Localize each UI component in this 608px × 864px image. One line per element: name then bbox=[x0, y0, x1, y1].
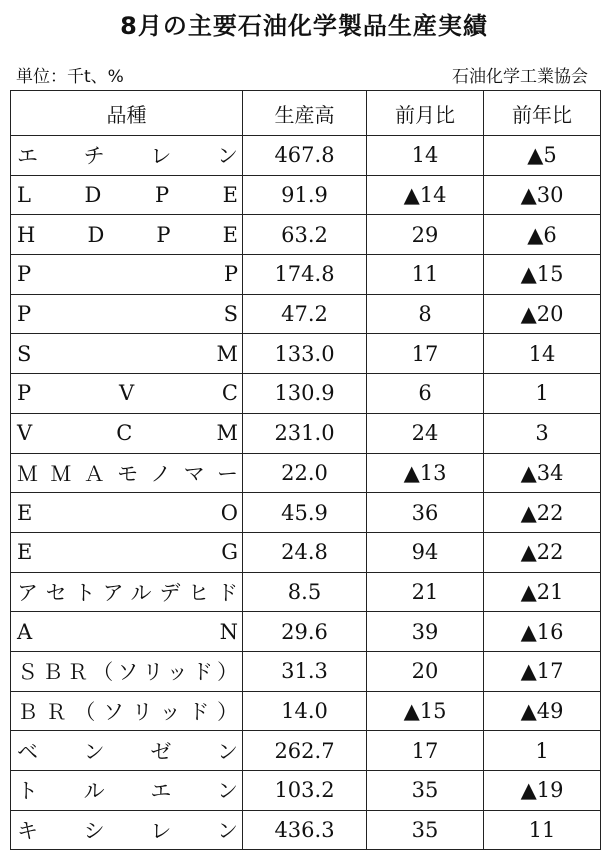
table-row bbox=[11, 612, 601, 652]
product-name-cell: E G bbox=[11, 532, 243, 572]
product-name-cell: S M bbox=[11, 334, 243, 374]
mom-cell: 21 bbox=[367, 572, 484, 612]
product-name-cell: P P bbox=[11, 255, 243, 295]
mom-cell: ▲13 bbox=[367, 453, 484, 493]
table-row bbox=[11, 175, 601, 215]
production-cell: 130.9 bbox=[243, 374, 367, 414]
yoy-cell: 14 bbox=[484, 334, 601, 374]
product-name-cell: キ シ レ ン bbox=[11, 810, 243, 850]
production-cell: 24.8 bbox=[243, 532, 367, 572]
product-name-cell: ＳＢＲ（ソリッド） bbox=[11, 651, 243, 691]
table-row bbox=[11, 731, 601, 771]
production-cell: 174.8 bbox=[243, 255, 367, 295]
production-cell: 47.2 bbox=[243, 294, 367, 334]
mom-cell: 20 bbox=[367, 651, 484, 691]
production-cell: 133.0 bbox=[243, 334, 367, 374]
production-cell: 29.6 bbox=[243, 612, 367, 652]
mom-cell: 14 bbox=[367, 136, 484, 176]
production-cell: 22.0 bbox=[243, 453, 367, 493]
mom-cell: 11 bbox=[367, 255, 484, 295]
production-cell: 231.0 bbox=[243, 413, 367, 453]
yoy-cell: 1 bbox=[484, 374, 601, 414]
header-mom: 前月比 bbox=[367, 91, 484, 136]
unit-label: 単位：千t、% bbox=[16, 67, 124, 87]
product-name-cell: ＭＭＡモノマー bbox=[11, 453, 243, 493]
table-row bbox=[11, 136, 601, 176]
production-table bbox=[10, 90, 601, 850]
product-name-cell: V C M bbox=[11, 413, 243, 453]
yoy-cell: 1 bbox=[484, 731, 601, 771]
table-row bbox=[11, 651, 601, 691]
table-row bbox=[11, 493, 601, 533]
production-cell: 63.2 bbox=[243, 215, 367, 255]
table-row bbox=[11, 532, 601, 572]
product-name-cell: ト ル エ ン bbox=[11, 771, 243, 811]
mom-cell: ▲15 bbox=[367, 691, 484, 731]
yoy-cell: ▲17 bbox=[484, 651, 601, 691]
yoy-cell: ▲6 bbox=[484, 215, 601, 255]
table-row bbox=[11, 413, 601, 453]
mom-cell: 17 bbox=[367, 731, 484, 771]
header-yoy: 前年比 bbox=[484, 91, 601, 136]
table-row bbox=[11, 771, 601, 811]
table-row bbox=[11, 255, 601, 295]
table-row bbox=[11, 374, 601, 414]
mom-cell: 35 bbox=[367, 771, 484, 811]
yoy-cell: ▲22 bbox=[484, 532, 601, 572]
product-name-cell: E O bbox=[11, 493, 243, 533]
yoy-cell: ▲34 bbox=[484, 453, 601, 493]
production-cell: 31.3 bbox=[243, 651, 367, 691]
product-name-cell: アセトアルデヒド bbox=[11, 572, 243, 612]
yoy-cell: 3 bbox=[484, 413, 601, 453]
mom-cell: 35 bbox=[367, 810, 484, 850]
mom-cell: 8 bbox=[367, 294, 484, 334]
yoy-cell: ▲20 bbox=[484, 294, 601, 334]
yoy-cell: ▲49 bbox=[484, 691, 601, 731]
mom-cell: ▲14 bbox=[367, 175, 484, 215]
table-row bbox=[11, 334, 601, 374]
production-cell: 45.9 bbox=[243, 493, 367, 533]
mom-cell: 24 bbox=[367, 413, 484, 453]
production-cell: 14.0 bbox=[243, 691, 367, 731]
product-name-cell: A N bbox=[11, 612, 243, 652]
product-name-cell: ＢＲ（ソリッド） bbox=[11, 691, 243, 731]
table-row bbox=[11, 453, 601, 493]
production-cell: 8.5 bbox=[243, 572, 367, 612]
yoy-cell: ▲19 bbox=[484, 771, 601, 811]
production-cell: 103.2 bbox=[243, 771, 367, 811]
mom-cell: 94 bbox=[367, 532, 484, 572]
production-cell: 467.8 bbox=[243, 136, 367, 176]
production-cell: 91.9 bbox=[243, 175, 367, 215]
table-row bbox=[11, 294, 601, 334]
mom-cell: 17 bbox=[367, 334, 484, 374]
mom-cell: 36 bbox=[367, 493, 484, 533]
yoy-cell: ▲5 bbox=[484, 136, 601, 176]
production-cell: 436.3 bbox=[243, 810, 367, 850]
yoy-cell: ▲22 bbox=[484, 493, 601, 533]
product-name-cell: H D P E bbox=[11, 215, 243, 255]
yoy-cell: ▲16 bbox=[484, 612, 601, 652]
header-production: 生産高 bbox=[243, 91, 367, 136]
source-label: 石油化学工業協会 bbox=[452, 67, 588, 87]
product-name-cell: P S bbox=[11, 294, 243, 334]
product-name-cell: エ チ レ ン bbox=[11, 136, 243, 176]
page-title: 8月の主要石油化学製品生産実績 bbox=[120, 12, 488, 40]
table-row bbox=[11, 810, 601, 850]
table-row bbox=[11, 691, 601, 731]
header-row bbox=[11, 91, 601, 136]
product-name-cell: L D P E bbox=[11, 175, 243, 215]
table-row bbox=[11, 215, 601, 255]
mom-cell: 39 bbox=[367, 612, 484, 652]
mom-cell: 29 bbox=[367, 215, 484, 255]
yoy-cell: ▲30 bbox=[484, 175, 601, 215]
mom-cell: 6 bbox=[367, 374, 484, 414]
yoy-cell: 11 bbox=[484, 810, 601, 850]
production-cell: 262.7 bbox=[243, 731, 367, 771]
table-row bbox=[11, 572, 601, 612]
product-name-cell: P V C bbox=[11, 374, 243, 414]
header-product: 品種 bbox=[11, 91, 243, 136]
yoy-cell: ▲15 bbox=[484, 255, 601, 295]
yoy-cell: ▲21 bbox=[484, 572, 601, 612]
product-name-cell: ベ ン ゼ ン bbox=[11, 731, 243, 771]
